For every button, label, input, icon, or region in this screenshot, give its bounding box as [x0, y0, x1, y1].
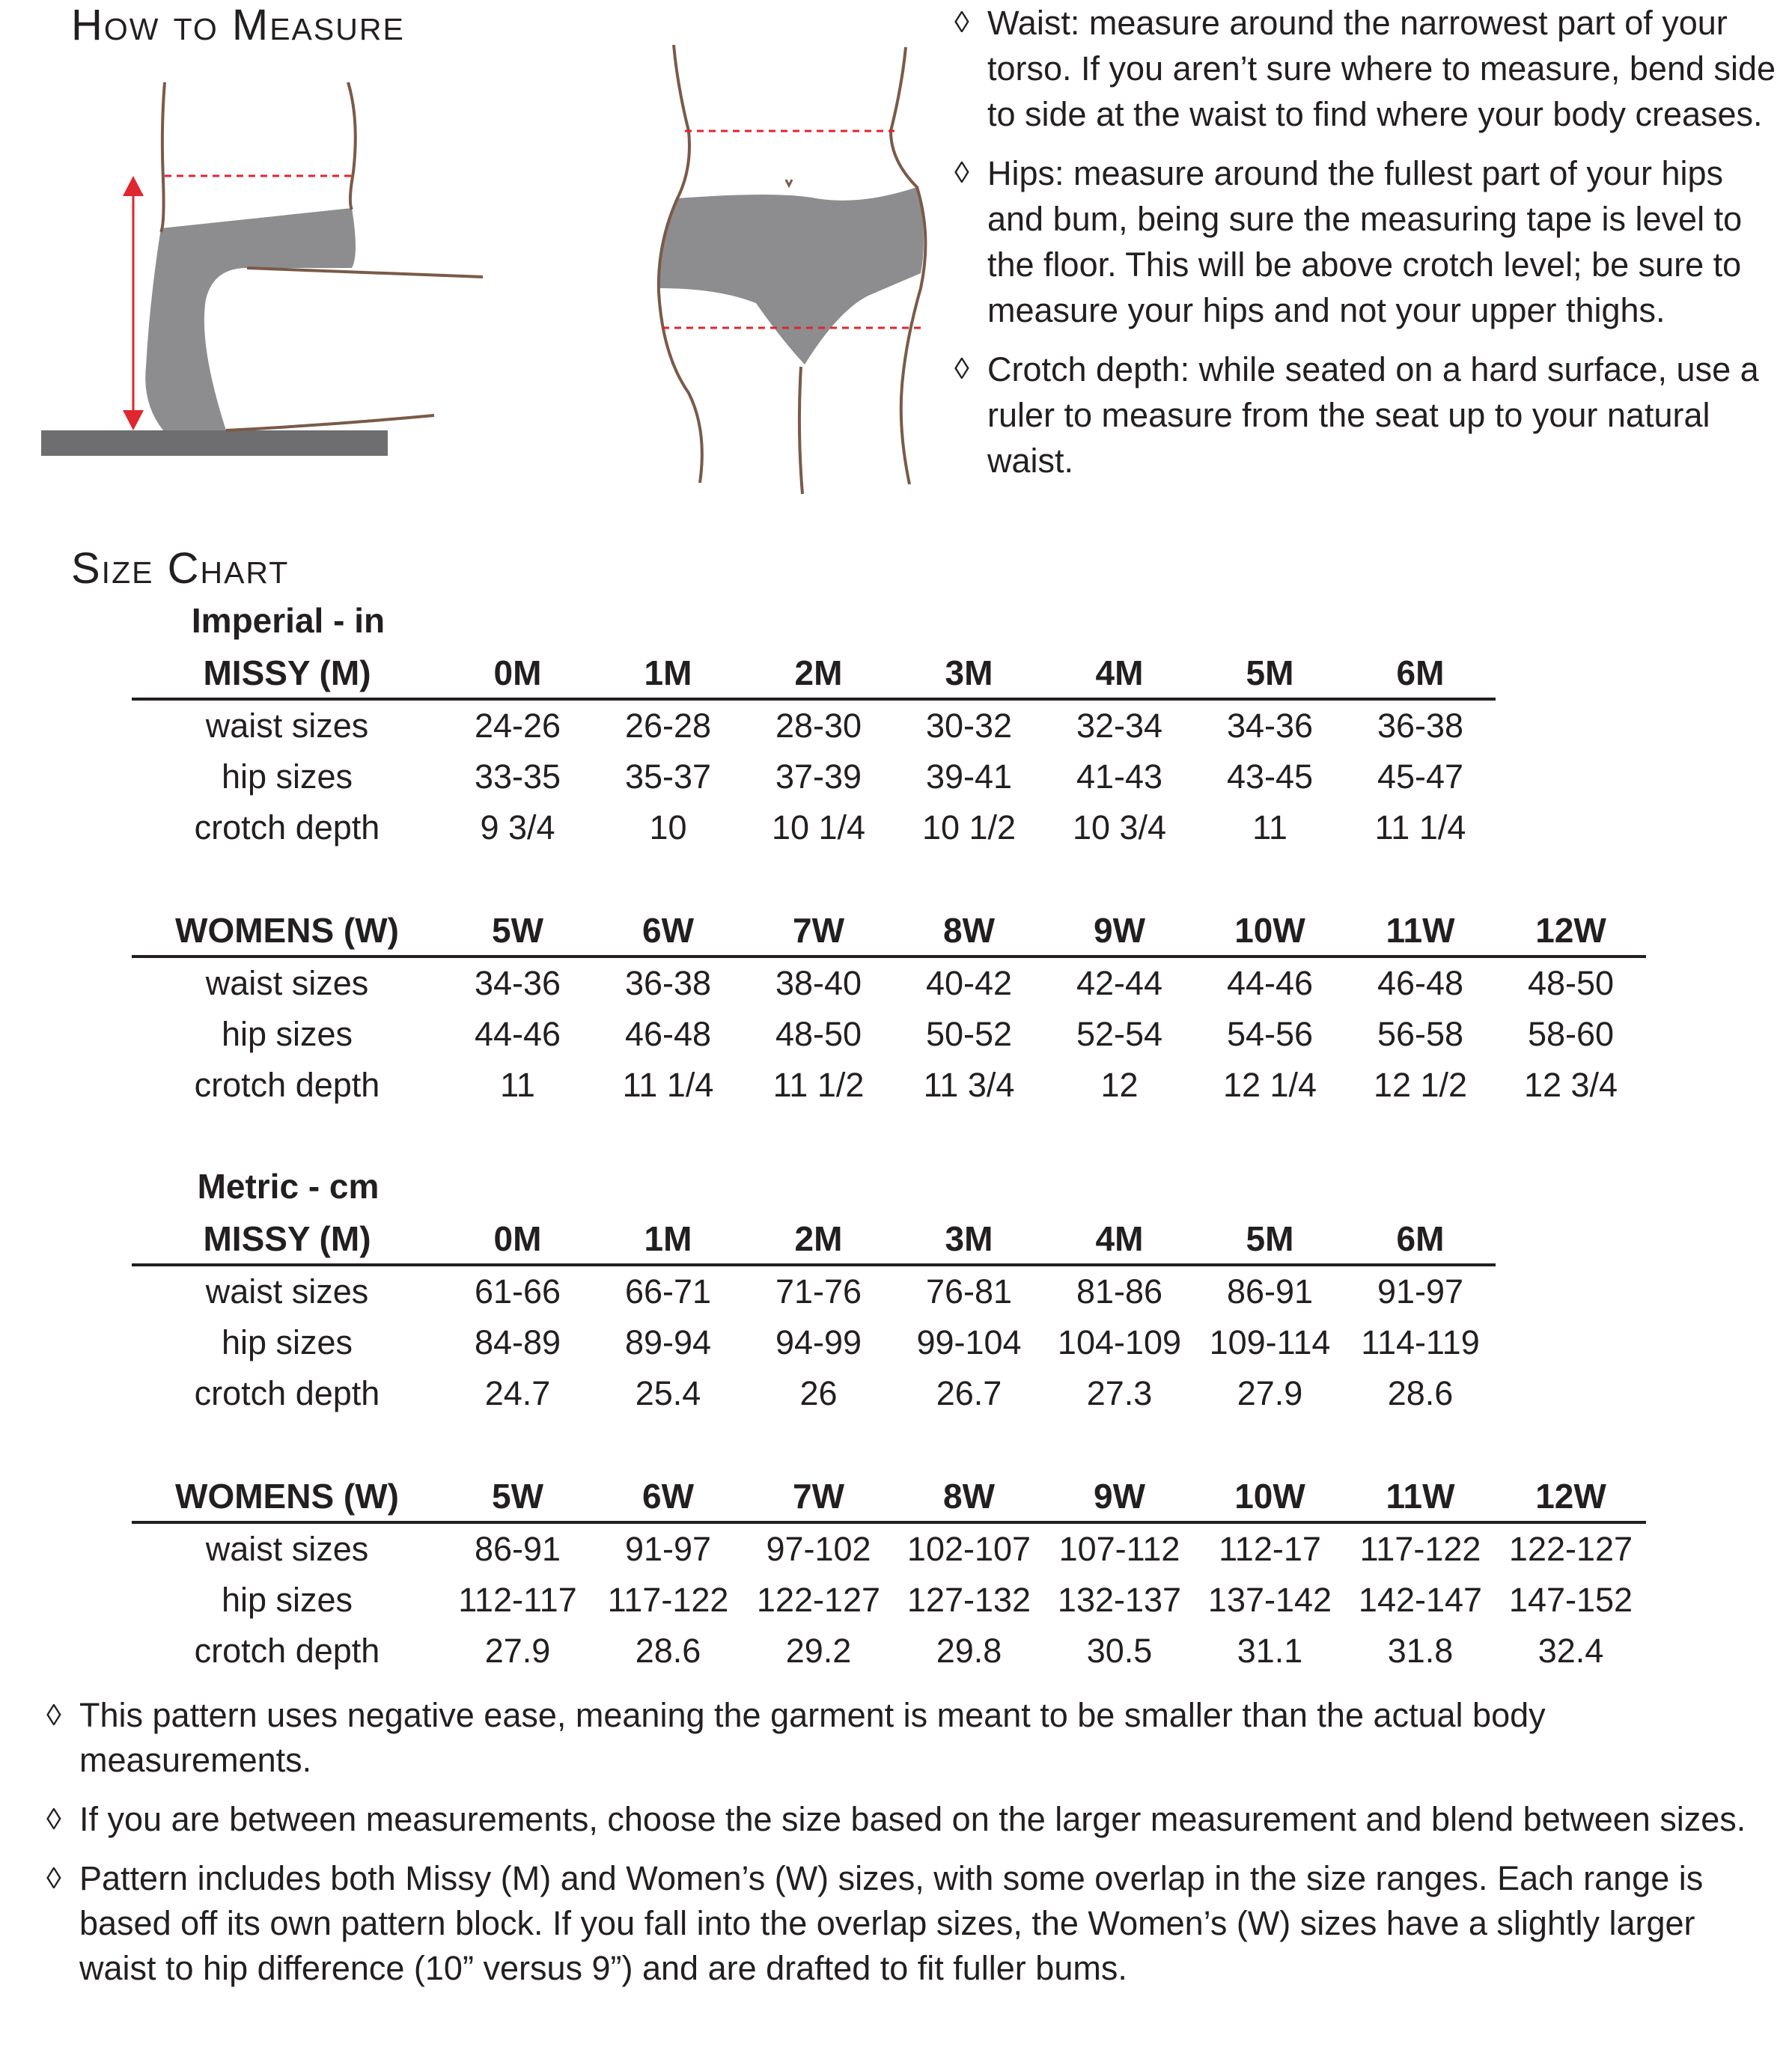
measurement-cell: 45-47 [1377, 757, 1464, 796]
size-header: 12W [1535, 911, 1606, 950]
measurement-cell: 12 1/4 [1222, 1066, 1317, 1104]
instruction-text: Hips: measure around the fullest part of your hips and bum, being sure the measuring tape is level to the floor. This will be above crotch level; be sure to measure your hips and not your upper thighs. [987, 154, 1743, 329]
measurement-cell: 30.5 [1086, 1632, 1153, 1670]
note-text: Pattern includes both Missy (M) and Women’s (W) sizes, with some overlap in the size ranges. Each range is based off its own pattern block. If you fall into the overlap sizes, the Women’s (W) sizes have a slightly larger waist to hip difference (10” versus 9”) and are drafted to fit fuller bums. [79, 1859, 1704, 1987]
note-text: This pattern uses negative ease, meaning the garment is meant to be smaller than the actual body measurements. [79, 1696, 1546, 1779]
size-header: 12W [1535, 1477, 1606, 1516]
measurement-cell: 86-91 [474, 1530, 561, 1568]
table-row [132, 1522, 1646, 1575]
measurement-cell: 114-119 [1361, 1323, 1480, 1361]
diamond-bullet: ◊ [954, 156, 969, 189]
measurement-cell: 26-28 [624, 707, 712, 745]
thigh-outline [247, 268, 483, 277]
measurement-cell: 127-132 [906, 1581, 1031, 1619]
measurement-cell: 102-107 [906, 1530, 1031, 1568]
measurement-cell: 10 1/2 [921, 808, 1017, 847]
size-header: 9W [1094, 1477, 1145, 1516]
size-header: 0M [493, 653, 542, 692]
table-header-row [132, 648, 1496, 699]
size-chart-heading: Size Chart [71, 544, 290, 593]
table-row [132, 1626, 1646, 1677]
body-outline-back [161, 82, 165, 232]
table-row [132, 1317, 1496, 1368]
arrow-head-down [123, 410, 144, 430]
metric-missy-table [132, 1214, 1496, 1419]
measurement-cell: 10 3/4 [1072, 808, 1167, 847]
measurement-cell: 46-48 [624, 1015, 712, 1053]
size-header: 6M [1396, 1219, 1445, 1258]
table-title: MISSY (M) [203, 653, 371, 692]
measurement-cell: 31.1 [1237, 1632, 1303, 1670]
measurement-cell: 43-45 [1226, 757, 1314, 796]
imperial-missy-table [132, 648, 1496, 853]
table-row [132, 1575, 1646, 1626]
measurement-cell: 44-46 [474, 1015, 561, 1053]
bum-outline [226, 415, 434, 430]
measurement-cell: 91-97 [1377, 1272, 1464, 1311]
measurement-cell: 11 3/4 [923, 1066, 1015, 1104]
measurement-cell: 29.2 [785, 1632, 852, 1670]
table-header-row [132, 1214, 1496, 1265]
measurement-cell: 66-71 [624, 1272, 712, 1311]
measurement-cell: 27.9 [1237, 1374, 1303, 1412]
measurement-cell: 40-42 [925, 964, 1013, 1002]
table-row [132, 1060, 1646, 1111]
table-row [132, 699, 1496, 751]
size-header: 3M [945, 1219, 993, 1258]
row-label: hip sizes [221, 1581, 353, 1619]
measurement-cell: 9 3/4 [480, 808, 555, 847]
table-row [132, 751, 1496, 802]
measurement-cell: 10 [649, 808, 687, 847]
measurement-cell: 142-147 [1358, 1581, 1483, 1619]
row-label: waist sizes [205, 1272, 369, 1311]
diamond-bullet: ◊ [46, 1862, 61, 1895]
measurement-cell: 41-43 [1076, 757, 1163, 796]
measurement-cell: 12 [1100, 1066, 1139, 1104]
how-to-measure-heading: How to Measure [71, 1, 405, 49]
measurement-cell: 58-60 [1527, 1015, 1615, 1053]
measurement-cell: 11 1/4 [1374, 808, 1466, 847]
row-label: hip sizes [221, 757, 353, 796]
measurement-cell: 52-54 [1076, 1015, 1163, 1053]
size-header: 6W [642, 911, 694, 950]
table-row [132, 1265, 1496, 1317]
size-header: 2M [794, 653, 843, 692]
size-header: 4M [1095, 1219, 1144, 1258]
measurement-cell: 36-38 [624, 964, 712, 1002]
measurement-cell: 12 3/4 [1523, 1066, 1618, 1104]
note-negative-ease [46, 1693, 1753, 1783]
measurement-cell: 132-137 [1057, 1581, 1182, 1619]
measurement-cell: 28.6 [1387, 1374, 1454, 1412]
size-header: 1M [644, 653, 692, 692]
measurement-cell: 117-122 [607, 1581, 729, 1619]
measurement-cell: 32-34 [1076, 707, 1163, 745]
row-label: hip sizes [221, 1323, 353, 1361]
measurement-cell: 39-41 [925, 757, 1013, 796]
measurement-cell: 26 [799, 1374, 838, 1412]
size-header: 10W [1234, 1477, 1305, 1516]
measurement-cell: 61-66 [474, 1272, 561, 1311]
measurement-cell: 86-91 [1226, 1272, 1314, 1311]
measurement-cell: 137-142 [1207, 1581, 1332, 1619]
table-header-row [132, 906, 1646, 957]
instruction-text: Crotch depth: while seated on a hard surface, use a ruler to measure from the seat up to your natural waist. [987, 350, 1759, 480]
size-header: 5W [492, 1477, 543, 1516]
measurement-cell: 112-17 [1219, 1530, 1321, 1568]
table-row [132, 1368, 1496, 1419]
measurement-cell: 117-122 [1359, 1530, 1481, 1568]
measurement-cell: 30-32 [925, 707, 1013, 745]
imperial-unit-label: Imperial - in [191, 601, 385, 640]
measurement-cell: 36-38 [1377, 707, 1464, 745]
size-header: 7W [793, 911, 844, 950]
measurement-cell: 48-50 [1527, 964, 1615, 1002]
measurement-cell: 38-40 [775, 964, 862, 1002]
row-label: crotch depth [194, 808, 380, 847]
size-header: 8W [943, 1477, 995, 1516]
measurement-cell: 89-94 [624, 1323, 712, 1361]
row-label: waist sizes [205, 964, 369, 1002]
measurement-cell: 10 1/4 [771, 808, 866, 847]
size-header: 6W [642, 1477, 694, 1516]
measurement-cell: 46-48 [1377, 964, 1464, 1002]
measurement-cell: 24.7 [484, 1374, 551, 1412]
measurement-cell: 12 1/2 [1373, 1066, 1468, 1104]
measurement-cell: 48-50 [775, 1015, 862, 1053]
measurement-cell: 109-114 [1209, 1323, 1331, 1361]
row-label: waist sizes [205, 707, 369, 745]
measurement-cell: 32.4 [1537, 1632, 1604, 1670]
measurement-cell: 29.8 [936, 1632, 1002, 1670]
measurement-cell: 97-102 [766, 1530, 871, 1568]
metric-unit-label: Metric - cm [197, 1167, 380, 1206]
instruction-crotch-depth [954, 347, 1785, 484]
measurement-cell: 99-104 [916, 1323, 1022, 1361]
instruction-waist [954, 0, 1785, 137]
measurement-cell: 35-37 [624, 757, 712, 796]
navel [786, 180, 792, 186]
size-header: 3M [945, 653, 993, 692]
row-label: waist sizes [205, 1530, 369, 1568]
measurement-cell: 28.6 [635, 1632, 701, 1670]
note-between-sizes [46, 1797, 1753, 1842]
measurement-cell: 122-127 [756, 1581, 881, 1619]
garment-front-view [658, 187, 924, 364]
measurement-cell: 42-44 [1076, 964, 1163, 1002]
measurement-cell: 24-26 [474, 707, 561, 745]
row-label: crotch depth [194, 1374, 380, 1412]
diamond-bullet: ◊ [954, 353, 969, 385]
measurement-cell: 84-89 [474, 1323, 561, 1361]
measurement-cell: 94-99 [775, 1323, 862, 1361]
measurement-cell: 27.3 [1086, 1374, 1153, 1412]
measurement-instructions [954, 0, 1785, 497]
metric-womens-table [132, 1471, 1646, 1677]
diamond-bullet: ◊ [46, 1803, 61, 1836]
instruction-hips [954, 150, 1785, 333]
table-row [132, 802, 1496, 853]
note-size-ranges [46, 1856, 1753, 1991]
size-header: 2M [794, 1219, 843, 1258]
measurement-cell: 91-97 [624, 1530, 712, 1568]
size-header: 1M [644, 1219, 692, 1258]
table-title: MISSY (M) [203, 1219, 371, 1258]
measurement-cell: 37-39 [775, 757, 862, 796]
measurement-cell: 54-56 [1226, 1015, 1314, 1053]
imperial-womens-table [132, 906, 1646, 1111]
measurement-cell: 56-58 [1377, 1015, 1464, 1053]
size-header: 11W [1386, 1477, 1455, 1516]
arrow-head-up [123, 176, 144, 196]
measurement-cell: 50-52 [925, 1015, 1013, 1053]
size-header: 8W [943, 911, 995, 950]
measurement-cell: 104-109 [1057, 1323, 1182, 1361]
table-row [132, 1009, 1646, 1060]
size-header: 5M [1246, 1219, 1294, 1258]
row-label: crotch depth [194, 1066, 380, 1104]
size-header: 4M [1095, 653, 1144, 692]
crotch-depth-figure [30, 75, 494, 464]
size-header: 10W [1234, 911, 1305, 950]
size-header: 11W [1386, 911, 1455, 950]
diamond-bullet: ◊ [46, 1699, 61, 1732]
measurement-cell: 34-36 [474, 964, 561, 1002]
measurement-cell: 28-30 [775, 707, 862, 745]
measurement-cell: 71-76 [775, 1272, 862, 1311]
row-label: hip sizes [221, 1015, 353, 1053]
waist-hips-figure [644, 41, 958, 498]
row-label: crotch depth [194, 1632, 380, 1670]
measurement-cell: 76-81 [925, 1272, 1013, 1311]
diamond-bullet: ◊ [954, 6, 969, 39]
leg-divider [799, 367, 802, 494]
size-header: 0M [493, 1219, 542, 1258]
measurement-cell: 11 [500, 1066, 535, 1104]
table-header-row [132, 1471, 1646, 1522]
measurement-cell: 34-36 [1226, 707, 1314, 745]
garment-side-view [145, 208, 356, 430]
measurement-cell: 31.8 [1387, 1632, 1454, 1670]
measurement-cell: 11 [1252, 808, 1287, 847]
table-title: WOMENS (W) [175, 911, 399, 950]
measurement-cell: 27.9 [484, 1632, 551, 1670]
size-header: 7W [793, 1477, 844, 1516]
measurement-cell: 26.7 [936, 1374, 1002, 1412]
measurement-cell: 112-117 [458, 1581, 577, 1619]
body-outline-front [348, 82, 356, 210]
measurement-cell: 44-46 [1226, 964, 1314, 1002]
size-header: 6M [1396, 653, 1445, 692]
size-header: 5M [1246, 653, 1294, 692]
table-title: WOMENS (W) [175, 1477, 399, 1516]
measurement-cell: 33-35 [474, 757, 561, 796]
measurement-cell: 25.4 [635, 1374, 701, 1412]
measurement-cell: 122-127 [1508, 1530, 1633, 1568]
instruction-text: Waist: measure around the narrowest part of your torso. If you aren’t sure where to measure, bend side to side at the waist to find where your body creases. [987, 4, 1776, 133]
measurement-cell: 11 1/2 [772, 1066, 865, 1104]
measurement-cell: 81-86 [1076, 1272, 1163, 1311]
size-header: 9W [1094, 911, 1145, 950]
sizing-notes [46, 1693, 1753, 2005]
measurement-cell: 11 1/4 [622, 1066, 714, 1104]
seat-surface [41, 430, 388, 456]
measurement-cell: 107-112 [1058, 1530, 1180, 1568]
measurement-cell: 147-152 [1508, 1581, 1633, 1619]
note-text: If you are between measurements, choose the size based on the larger measurement and blend between sizes. [79, 1800, 1746, 1838]
size-header: 5W [492, 911, 543, 950]
table-row [132, 957, 1646, 1009]
